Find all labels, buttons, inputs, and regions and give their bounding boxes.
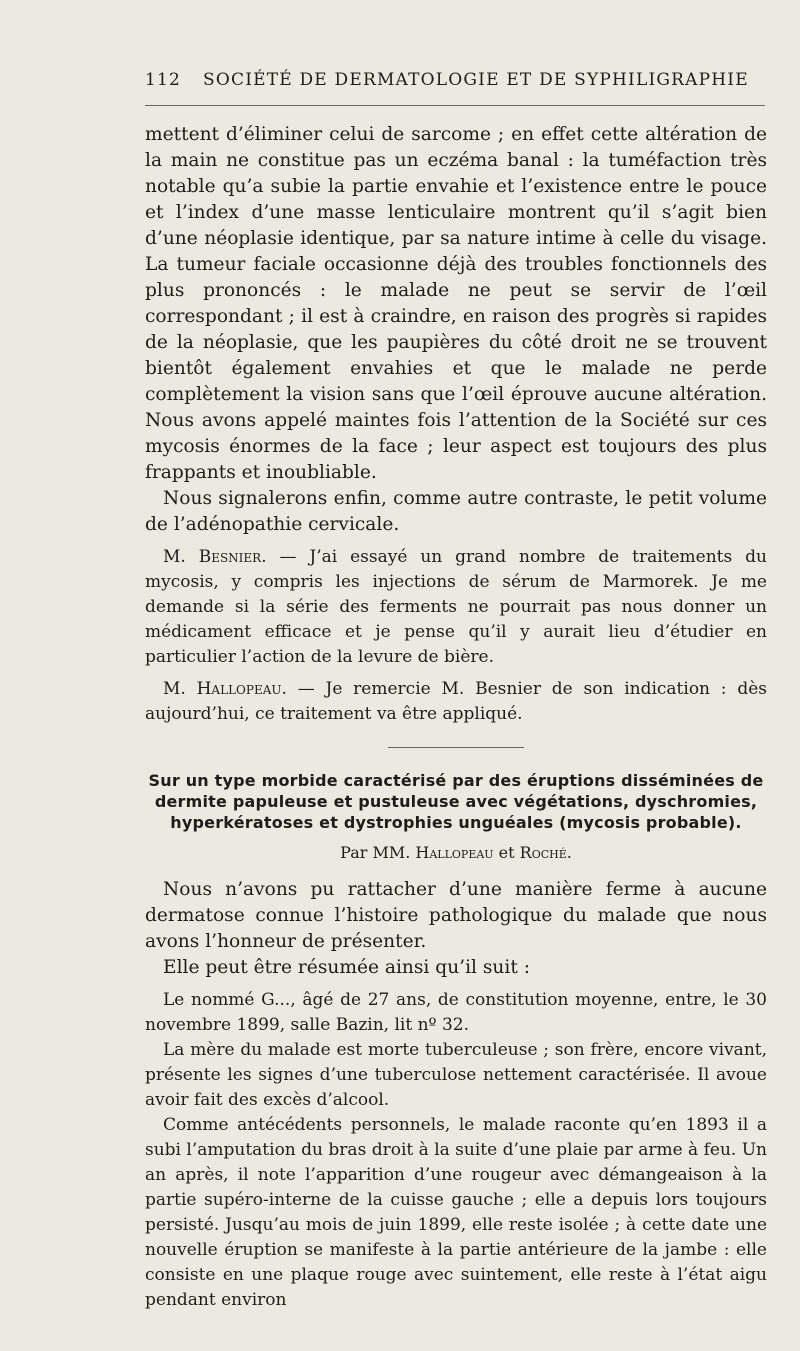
discussion-besnier	[145, 545, 767, 670]
paragraph-adenopathy: Nous signalerons enfin, comme autre contraste, le petit volume de l’adénopathie cervicale.	[145, 488, 767, 535]
article-intro: Nous n’avons pu rattacher d’une manière ferme à aucune dermatose connue l’histoire pathologique du malade que nous avons l’honneur de présenter.	[145, 879, 767, 952]
page-number: 112	[145, 70, 182, 90]
speech-hallopeau: — Je remercie M. Besnier de son indication : dès aujourd’hui, ce traitement va être appliqué.	[145, 679, 768, 724]
page-body	[145, 122, 767, 1313]
article-title: Sur un type morbide caractérisé par des éruptions disséminées de dermite papuleuse et pustuleuse avec végétations, dyschromies, hyperkératoses et dystrophies unguéales (mycosis probable).	[148, 771, 764, 832]
case-personal-history: Comme antécédents personnels, le malade raconte qu’en 1893 il a subi l’amputation du bras droit à la suite d’une plaie par arme à feu. Un an après, il note l’apparition d’une rougeur avec démangeaison à la partie supéro-interne de la cuisse gauche ; elle a depuis lors toujours persisté. Jusqu’au mois de juin 1899, elle reste isolée ; à cette date une nouvelle éruption se manifeste à la partie antérieure de la jambe : elle consiste en une plaque rouge avec suintement, elle reste à l’état aigu pendant environ	[145, 1115, 767, 1310]
running-header	[145, 70, 765, 90]
author-roche: Roché.	[519, 843, 572, 862]
byline-and: et	[493, 843, 520, 862]
byline	[145, 842, 767, 864]
article-summary-lead: Elle peut être résumée ainsi qu’il suit :	[163, 957, 530, 978]
case-family-history: La mère du malade est morte tuberculeuse ; son frère, encore vivant, présente les signes d’une tuberculose nettement caractérisée. Il avoue avoir fait des excès d’alcool.	[145, 1040, 767, 1110]
section-separator	[388, 747, 524, 748]
author-hallopeau: Hallopeau	[415, 843, 494, 862]
speaker-hallopeau: M. Hallopeau.	[163, 679, 287, 699]
running-title: SOCIÉTÉ DE DERMATOLOGIE ET DE SYPHILIGRAPHIE	[203, 70, 749, 90]
discussion-hallopeau	[145, 677, 767, 727]
case-admission: Le nommé G..., âgé de 27 ans, de constitution moyenne, entre, le 30 novembre 1899, salle Bazin, lit nº 32.	[145, 990, 767, 1035]
speech-besnier: — J’ai essayé un grand nombre de traitements du mycosis, y compris les injections de sérum de Marmorek. Je me demande si la série des ferments ne pourrait pas nous donner un médicament efficace et je pense qu’il y aurait lieu d’étudier en particulier l’action de la levure de bière.	[145, 547, 767, 667]
header-rule	[145, 105, 765, 106]
byline-prefix: Par MM.	[340, 843, 416, 862]
paragraph-continued: mettent d’éliminer celui de sarcome ; en effet cette altération de la main ne constitue pas un eczéma banal : la tuméfaction très notable qu’a subie la partie envahie et l’existence entre le pouce et l’index d’une masse lenticulaire montrent qu’il s’agit bien d’une néoplasie identique, par sa nature intime à celle du visage. La tumeur faciale occasionne déjà des troubles fonctionnels des plus prononcés : le malade ne peut se servir de l’œil correspondant ; il est à craindre, en raison des progrès si rapides de la néoplasie, que les paupières du côté droit ne se trouvent bientôt également envahies et que le malade ne perde complètement la vision sans que l’œil éprouve aucune altération. Nous avons appelé maintes fois l’attention de la Société sur ces mycosis énormes de la face ; leur aspect est toujours des plus frappants et inoubliable.	[145, 124, 767, 483]
speaker-besnier: M. Besnier.	[163, 547, 267, 567]
